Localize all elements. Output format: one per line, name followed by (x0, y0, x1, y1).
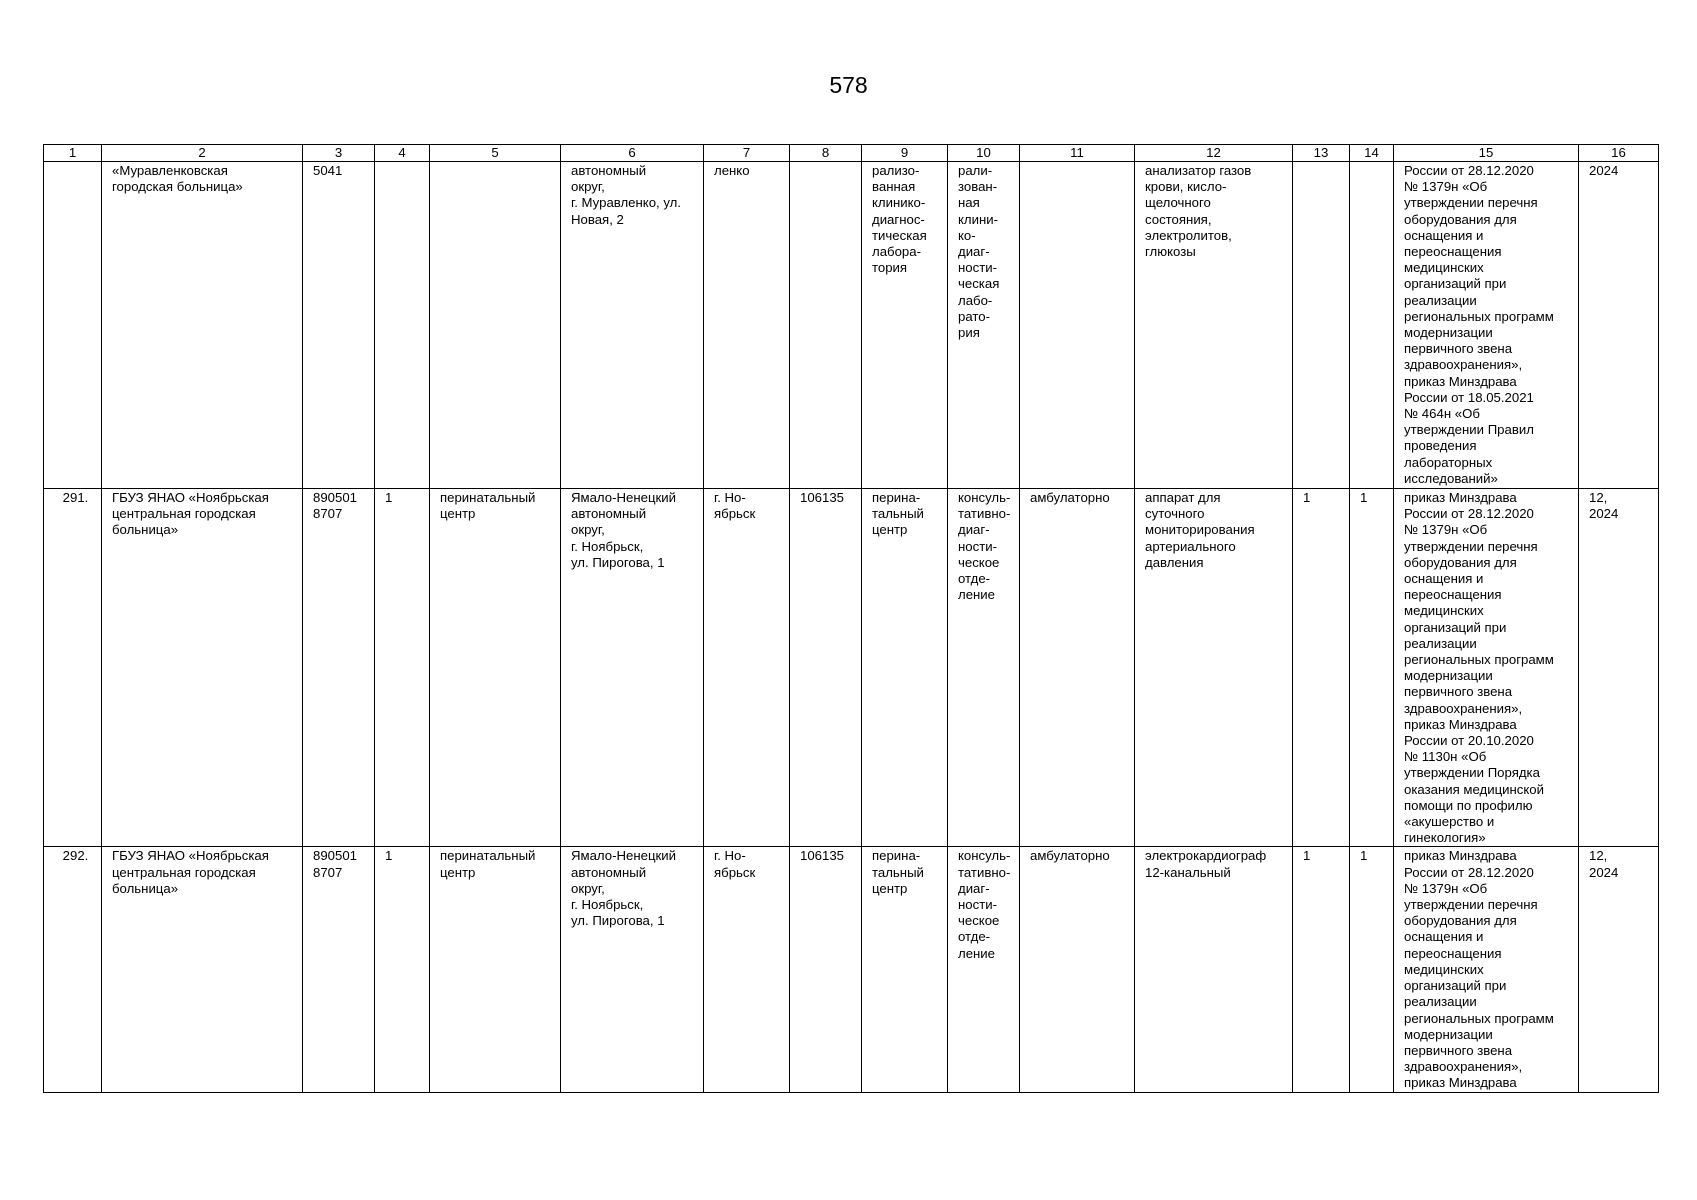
row-number-cell (44, 162, 102, 489)
period-cell: 12, 2024 (1579, 847, 1659, 1092)
organization-cell: ГБУЗ ЯНАО «Ноябрьская центральная городская больница» (102, 847, 303, 1092)
inn-cell: 890501 8707 (303, 489, 375, 847)
address-cell: Ямало-Ненецкий автономный округ, г. Ноябрьск, ул. Пирогова, 1 (561, 847, 704, 1092)
regulation-cell: приказ Минздрава России от 28.12.2020 № 1379н «Об утверждении перечня оборудования для оснащения и переоснащения медицинских организаций при реализации региональных программ модернизации первичного звена здравоохранения», приказ Минздрава России от 20.10.2020 № 1130н «Об утверждении Порядка оказания медицинской помощи по профилю «акушерство и гинекология» (1394, 489, 1579, 847)
unit-cell: рализо- ванная клинико- диагнос- тическая лабора- тория (862, 162, 948, 489)
code-cell: 106135 (790, 847, 862, 1092)
column-header: 6 (561, 145, 704, 162)
column-header: 11 (1020, 145, 1135, 162)
inn-cell: 890501 8707 (303, 847, 375, 1092)
column-header: 10 (948, 145, 1020, 162)
column-header: 8 (790, 145, 862, 162)
column-header: 1 (44, 145, 102, 162)
column-header: 16 (1579, 145, 1659, 162)
facility-type-cell: перинатальный центр (430, 489, 561, 847)
column-header: 13 (1293, 145, 1350, 162)
col4-cell (375, 162, 430, 489)
column-number-header-row (44, 145, 1659, 162)
city-cell: ленко (704, 162, 790, 489)
department-cell: консуль- тативно- диаг- ности- ческое отде- ление (948, 847, 1020, 1092)
quantity-cell (1350, 162, 1394, 489)
department-cell: рали- зован- ная клини- ко- диаг- ности- ческая лабо- рато- рия (948, 162, 1020, 489)
column-header: 3 (303, 145, 375, 162)
equipment-table (43, 144, 1659, 1093)
regulation-cell: приказ Минздрава России от 28.12.2020 № 1379н «Об утверждении перечня оборудования для оснащения и переоснащения медицинских организаций при реализации региональных программ модернизации первичного звена здравоохранения», приказ Минздрава (1394, 847, 1579, 1092)
organization-cell: ГБУЗ ЯНАО «Ноябрьская центральная городская больница» (102, 489, 303, 847)
code-cell: 106135 (790, 489, 862, 847)
code-cell (790, 162, 862, 489)
table-row (44, 847, 1659, 1092)
address-cell: Ямало-Ненецкий автономный округ, г. Ноябрьск, ул. Пирогова, 1 (561, 489, 704, 847)
equipment-cell: аппарат для суточного мониторирования артериального давления (1135, 489, 1293, 847)
quantity-cell (1293, 162, 1350, 489)
quantity-cell: 1 (1350, 489, 1394, 847)
column-header: 7 (704, 145, 790, 162)
facility-type-cell (430, 162, 561, 489)
quantity-cell: 1 (1350, 847, 1394, 1092)
table-row (44, 489, 1659, 847)
unit-cell: перина- тальный центр (862, 489, 948, 847)
column-header: 4 (375, 145, 430, 162)
table-row (44, 162, 1659, 489)
department-cell: консуль- тативно- диаг- ности- ческое отде- ление (948, 489, 1020, 847)
inn-cell: 5041 (303, 162, 375, 489)
row-number-cell: 291. (44, 489, 102, 847)
care-form-cell: амбулаторно (1020, 489, 1135, 847)
city-cell: г. Но- ябрьск (704, 847, 790, 1092)
period-cell: 2024 (1579, 162, 1659, 489)
equipment-cell: электрокардиограф 12-канальный (1135, 847, 1293, 1092)
care-form-cell: амбулаторно (1020, 847, 1135, 1092)
column-header: 14 (1350, 145, 1394, 162)
column-header: 15 (1394, 145, 1579, 162)
column-header: 12 (1135, 145, 1293, 162)
equipment-cell: анализатор газов крови, кисло- щелочного состояния, электролитов, глюкозы (1135, 162, 1293, 489)
care-form-cell (1020, 162, 1135, 489)
unit-cell: перина- тальный центр (862, 847, 948, 1092)
organization-cell: «Муравленковская городская больница» (102, 162, 303, 489)
column-header: 2 (102, 145, 303, 162)
column-header: 5 (430, 145, 561, 162)
address-cell: автономный округ, г. Муравленко, ул. Новая, 2 (561, 162, 704, 489)
period-cell: 12, 2024 (1579, 489, 1659, 847)
city-cell: г. Но- ябрьск (704, 489, 790, 847)
regulation-cell: России от 28.12.2020 № 1379н «Об утверждении перечня оборудования для оснащения и переоснащения медицинских организаций при реализации региональных программ модернизации первичного звена здравоохранения», приказ Минздрава России от 18.05.2021 № 464н «Об утверждении Правил проведения лабораторных исследований» (1394, 162, 1579, 489)
facility-type-cell: перинатальный центр (430, 847, 561, 1092)
column-header: 9 (862, 145, 948, 162)
col4-cell: 1 (375, 847, 430, 1092)
page-number: 578 (829, 72, 868, 98)
row-number-cell: 292. (44, 847, 102, 1092)
quantity-cell: 1 (1293, 847, 1350, 1092)
quantity-cell: 1 (1293, 489, 1350, 847)
col4-cell: 1 (375, 489, 430, 847)
